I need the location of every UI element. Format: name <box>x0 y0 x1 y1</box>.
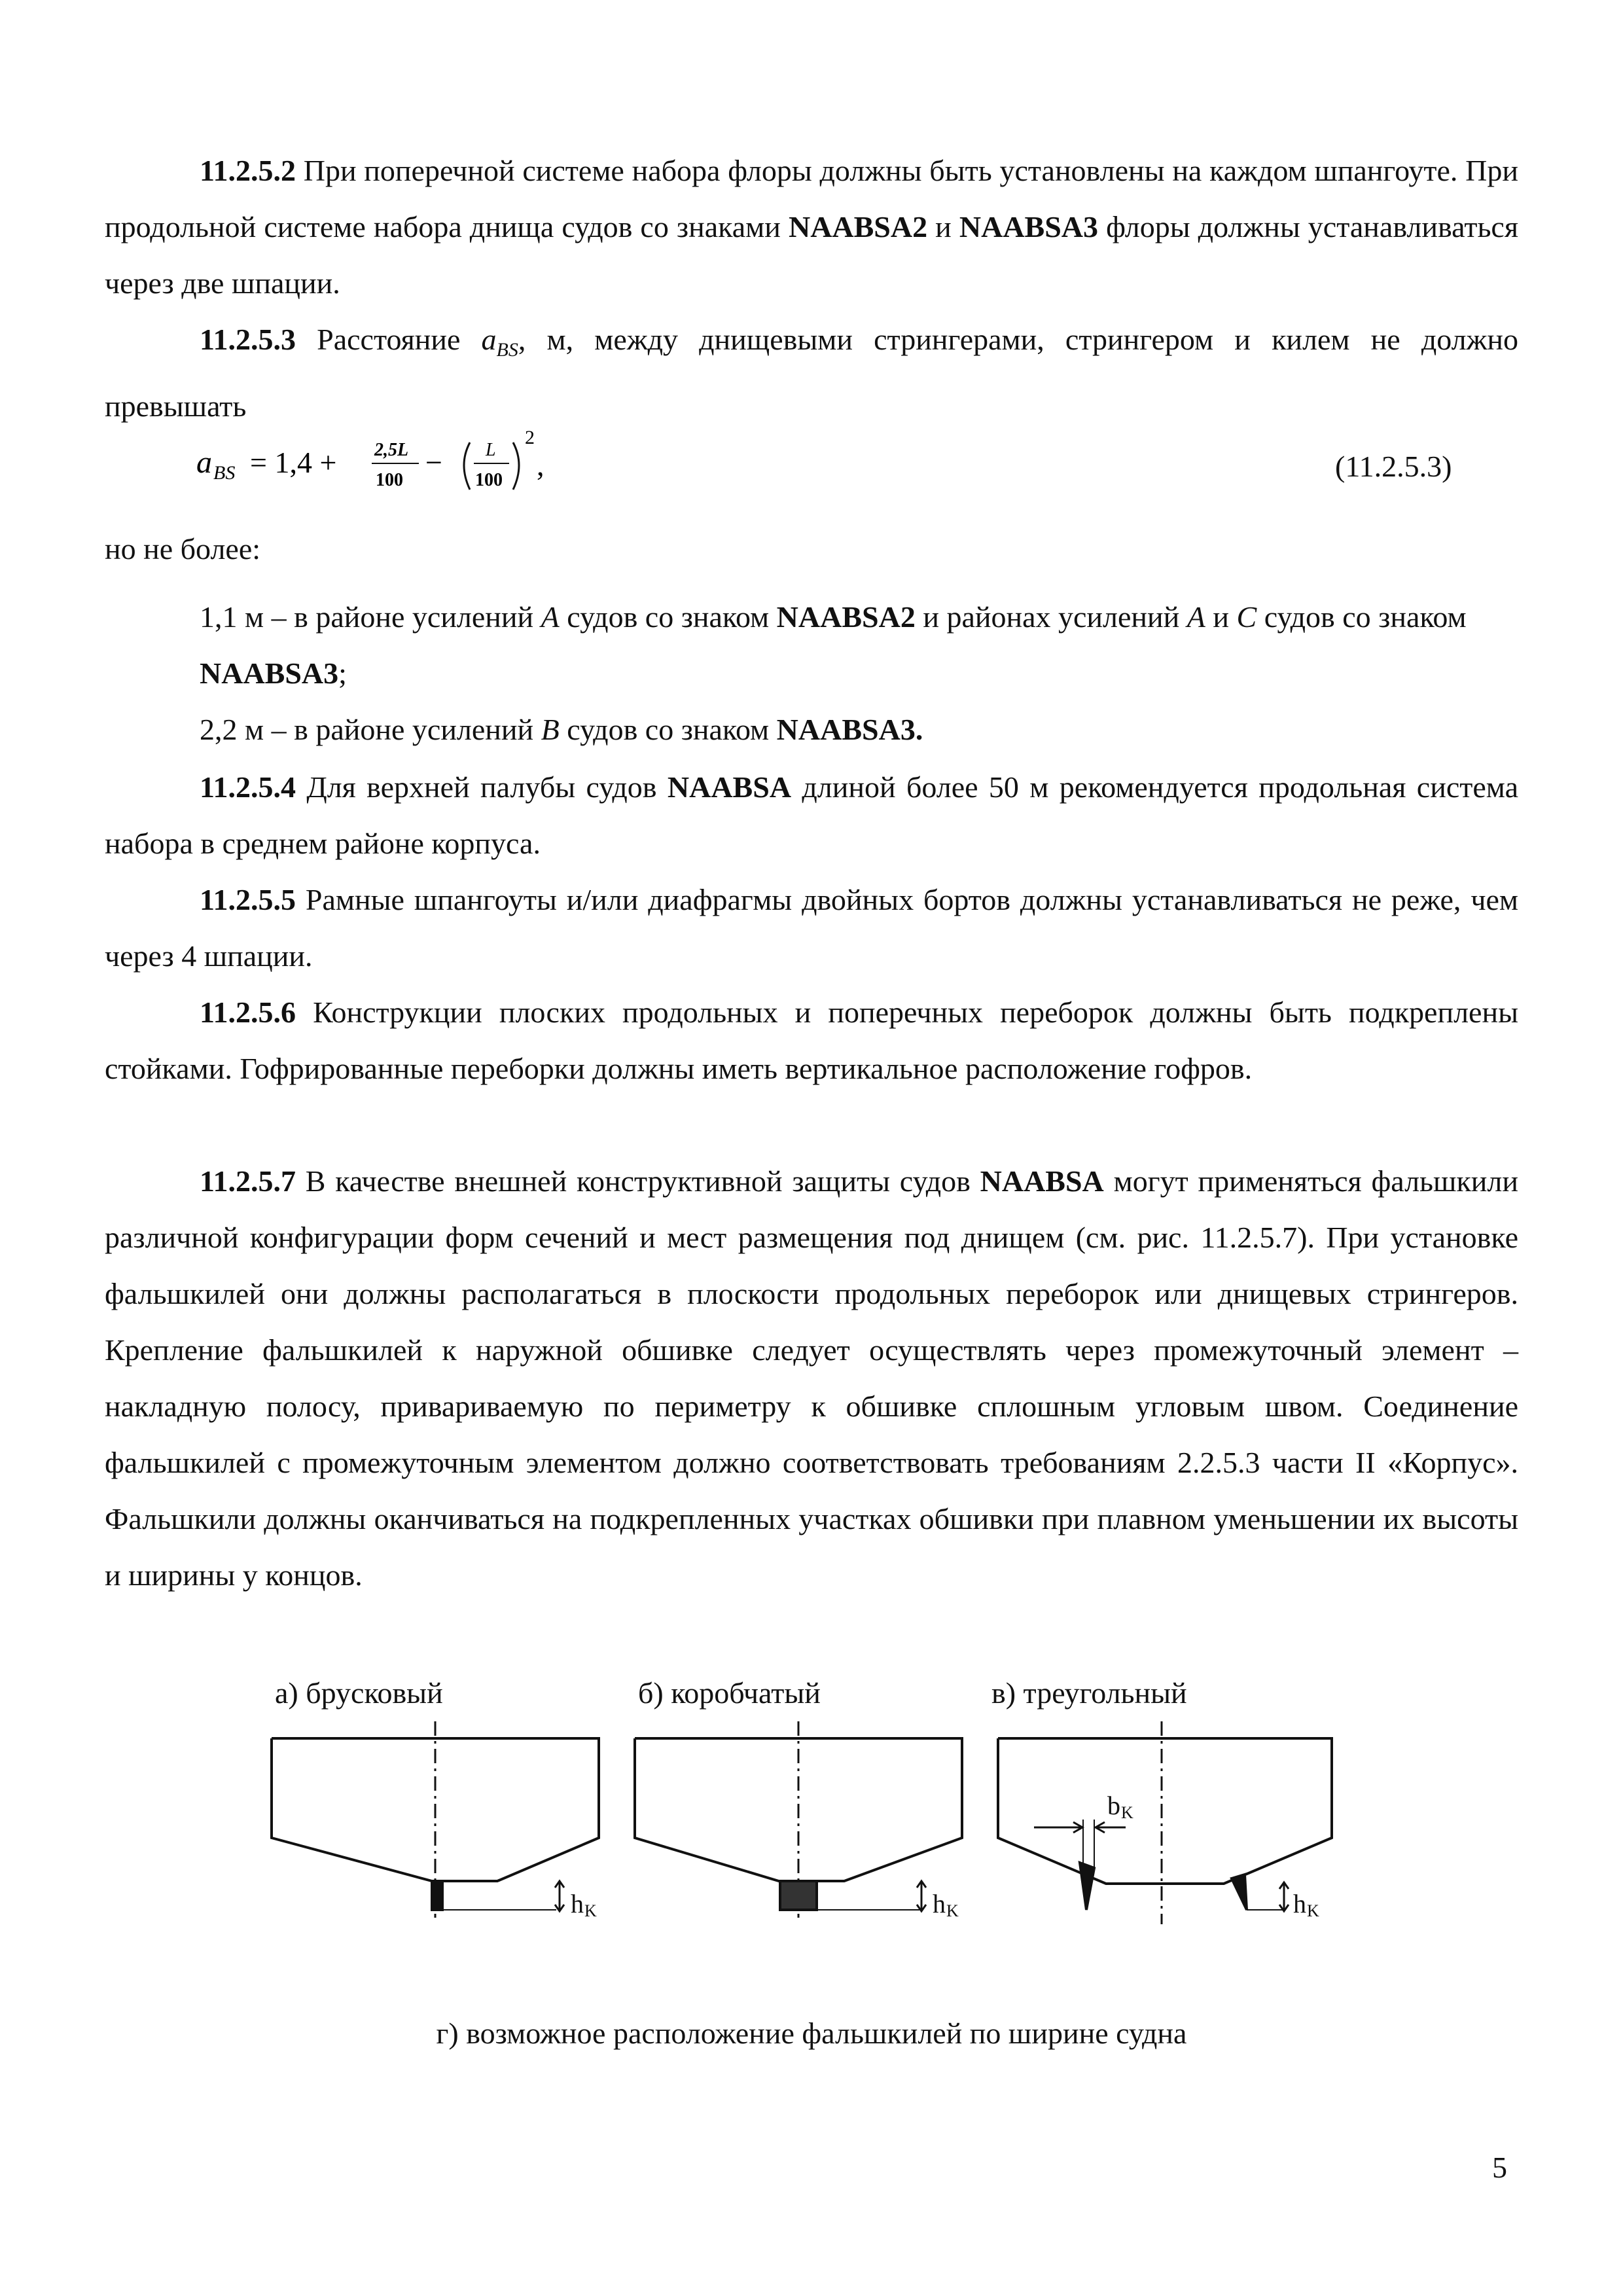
paragraph-limit-2: 2,2 м – в районе усилений B судов со знаком NAABSA3. <box>200 713 923 746</box>
hk-label: h <box>571 1889 584 1918</box>
formula-minus: − <box>425 446 442 479</box>
formula-11-2-5-3 <box>196 419 615 518</box>
paragraph-11-2-5-4: 11.2.5.4 Для верхней палубы судов NAABSA длиной более 50 м рекомендуется продольная система набора в среднем районе корпуса. <box>105 770 1518 860</box>
page-number: 5 <box>1492 2151 1507 2184</box>
right-paren <box>513 442 519 490</box>
paragraph-not-more: но не более: <box>105 532 261 565</box>
hk-sub: K <box>584 1901 597 1920</box>
paragraph-limit-1: 1,1 м – в районе усилений A судов со знаком NAABSA2 и районах усилений A и C судов со знаком NAABSA3; <box>200 600 1467 690</box>
bk-sub: K <box>1121 1803 1133 1822</box>
clause-number: 11.2.5.2 <box>200 154 296 187</box>
clause-number: 11.2.5.4 <box>200 770 296 804</box>
bk-label: b <box>1107 1791 1120 1820</box>
paragraph-11-2-5-3: 11.2.5.3 Расстояние $a_{BS}$, м, между днищевыми стрингерами, стрингером и килем не должно превышать <box>105 323 1519 423</box>
figure-label-c: в) треугольный <box>991 1676 1187 1710</box>
box-keel <box>780 1881 817 1910</box>
formula-frac1-den: 100 <box>376 470 403 490</box>
clause-number: 11.2.5.5 <box>200 883 296 916</box>
hk-label: h <box>1293 1889 1306 1918</box>
figure-b-box-keel <box>635 1721 962 1920</box>
paragraph-11-2-5-5: 11.2.5.5 Рамные шпангоуты и/или диафрагмы двойных бортов должны устанавливаться не реже, чем через 4 шпации. <box>105 883 1518 973</box>
class-notation: NAABSA3. <box>776 713 923 746</box>
triangle-keel-right <box>1232 1874 1247 1910</box>
class-notation: NAABSA2 <box>776 600 916 634</box>
figure-label-a: а) брусковый <box>275 1676 443 1710</box>
clause-number: 11.2.5.6 <box>200 996 296 1029</box>
paragraph-11-2-5-2: 11.2.5.2 При поперечной системе набора флоры должны быть установлены на каждом шпангоуте. При продольной системе набора днища судов со знаками NAABSA2 и NAABSA3 флоры должны устанавливаться через две шпации. <box>105 154 1519 300</box>
class-notation: NAABSA3 <box>200 656 339 690</box>
hk-sub: K <box>1307 1901 1319 1920</box>
figure-a-bar-keel <box>272 1721 599 1920</box>
false-keel-figure <box>0 1715 1623 1924</box>
left-paren <box>464 442 470 490</box>
hk-sub: K <box>946 1901 959 1920</box>
paragraph-11-2-5-6: 11.2.5.6 Конструкции плоских продольных и поперечных переборок должны быть подкреплены стойками. Гофрированные переборки должны иметь вертикальное расположение гофров. <box>105 996 1518 1085</box>
formula-graphic <box>196 419 615 511</box>
formula-frac1-num: 2,5L <box>374 440 409 460</box>
formula-frac2-den: 100 <box>475 470 503 490</box>
formula-lhs-var: a <box>196 445 212 480</box>
formula-equals: = 1,4 + <box>250 446 337 479</box>
class-notation: NAABSA <box>980 1164 1104 1198</box>
formula-tail: , <box>537 448 544 482</box>
hull-section <box>998 1738 1332 1884</box>
class-notation: NAABSA3 <box>959 210 1099 243</box>
hk-label: h <box>933 1889 946 1918</box>
formula-frac2-num: L <box>486 440 496 460</box>
figure-caption: г) возможное расположение фальшкилей по ширине судна <box>436 2017 1187 2050</box>
equation-number: (11.2.5.3) <box>1335 450 1452 483</box>
formula-lhs-sub: BS <box>213 462 236 484</box>
formula-power: 2 <box>525 427 535 448</box>
class-notation: NAABSA2 <box>788 210 928 243</box>
figure-label-b: б) коробчатый <box>638 1676 821 1710</box>
clause-number: 11.2.5.7 <box>200 1164 296 1198</box>
clause-number: 11.2.5.3 <box>200 323 296 356</box>
class-notation: NAABSA <box>667 770 792 804</box>
bar-keel <box>432 1881 442 1910</box>
paragraph-11-2-5-7: 11.2.5.7 В качестве внешней конструктивной защиты судов NAABSA могут применяться фальшкили различной конфигурации форм сечений и мест размещения под днищем (см. рис. 11.2.5.7). При установке фальшкилей они должны располагаться в плоскости продольных переборок или днищевых стрингеров. Крепление фальшкилей к наружной обшивке следует осуществлять через промежуточный элемент – накладную полосу, привариваемую по периметру к обшивке сплошным угловым швом. Соединение фальшкилей с промежуточным элементом должно соответствовать требованиям 2.2.5.3 части II «Корпус». Фальшкили должны оканчиваться на подкрепленных участках обшивки при плавном уменьшении их высоты и ширины у концов. <box>105 1164 1518 1592</box>
figure-c-triangle-keel <box>998 1721 1332 1924</box>
triangle-keel-left <box>1080 1863 1094 1910</box>
